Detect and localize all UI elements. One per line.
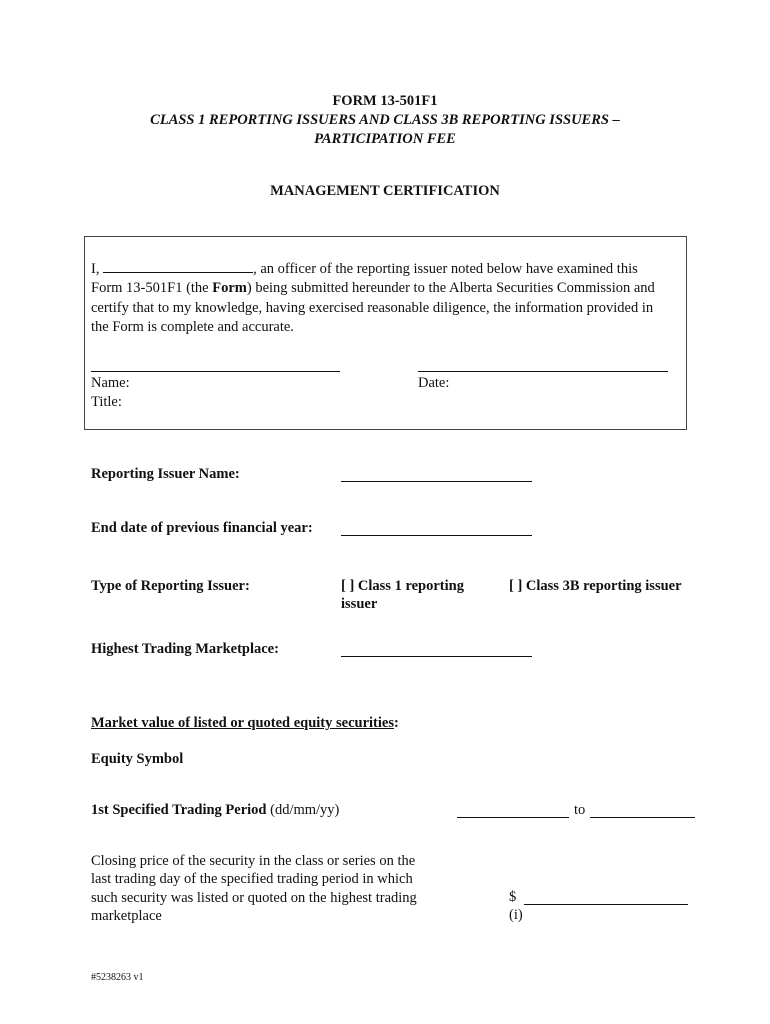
form-subtitle-line2: PARTICIPATION FEE xyxy=(314,131,456,147)
date-label: Date: xyxy=(418,375,450,391)
dollar-sign: $ xyxy=(509,889,517,905)
closing-line4: marketplace xyxy=(91,907,162,924)
certification-line4: the Form is complete and accurate. xyxy=(91,318,294,335)
certification-line3: certify that to my knowledge, having exercised reasonable diligence, the information provided in xyxy=(91,299,654,316)
market-value-heading-text: Market value of listed or quoted equity securities xyxy=(91,715,394,731)
market-value-heading xyxy=(91,715,399,732)
certification-line1 xyxy=(91,260,683,279)
marketplace-field[interactable] xyxy=(341,656,532,657)
class3b-checkbox[interactable]: [ ] Class 3B reporting issuer xyxy=(509,578,682,594)
fiscal-end-field[interactable] xyxy=(341,535,532,536)
marketplace-label: Highest Trading Marketplace: xyxy=(91,641,279,657)
signature-line[interactable] xyxy=(91,371,340,372)
equity-symbol-label: Equity Symbol xyxy=(91,751,184,767)
title-label: Title: xyxy=(91,394,122,410)
fiscal-end-label: End date of previous financial year: xyxy=(91,520,313,536)
to-label: to xyxy=(574,802,586,818)
period-start-field[interactable] xyxy=(457,817,569,818)
certification-line2-suffix: ) being submitted hereunder to the Alberta Securities Commission and xyxy=(246,280,655,297)
section-title: MANAGEMENT CERTIFICATION xyxy=(270,183,500,199)
period-end-field[interactable] xyxy=(590,817,695,818)
closing-line1: Closing price of the security in the class or series on the xyxy=(91,853,416,869)
item-ref: (i) xyxy=(509,907,523,923)
closing-line3: such security was listed or quoted on the highest trading xyxy=(91,889,417,906)
date-line[interactable] xyxy=(418,371,668,372)
class1-checkbox-continued: issuer xyxy=(341,596,378,612)
name-label: Name: xyxy=(91,375,130,391)
closing-line2: last trading day of the specified trading period in which xyxy=(91,871,413,888)
certification-line1-text: , an officer of the reporting issuer noted below have examined this xyxy=(253,261,638,277)
class1-checkbox[interactable]: [ ] Class 1 reporting xyxy=(341,578,464,594)
form-number: FORM 13-501F1 xyxy=(332,93,438,109)
form-term: Form xyxy=(212,280,247,297)
closing-price-description xyxy=(91,852,417,925)
issuer-name-label: Reporting Issuer Name: xyxy=(91,466,240,482)
certification-line2 xyxy=(91,279,683,298)
document-id: #5238263 v1 xyxy=(91,972,144,983)
issuer-type-label: Type of Reporting Issuer: xyxy=(91,578,250,594)
trading-period-format: (dd/mm/yy) xyxy=(266,802,340,818)
certification-paragraph xyxy=(91,260,683,337)
closing-price-field[interactable] xyxy=(524,904,688,905)
officer-name-blank[interactable] xyxy=(103,260,253,273)
issuer-name-field[interactable] xyxy=(341,481,532,482)
market-value-heading-colon: : xyxy=(394,715,399,731)
form-subtitle-line1: CLASS 1 REPORTING ISSUERS AND CLASS 3B REPORTING ISSUERS – xyxy=(150,112,620,128)
trading-period-label xyxy=(91,802,339,819)
certification-line2-prefix: Form 13-501F1 (the xyxy=(91,280,213,297)
trading-period-bold: 1st Specified Trading Period xyxy=(91,802,267,818)
intro-prefix: I, xyxy=(91,261,100,277)
